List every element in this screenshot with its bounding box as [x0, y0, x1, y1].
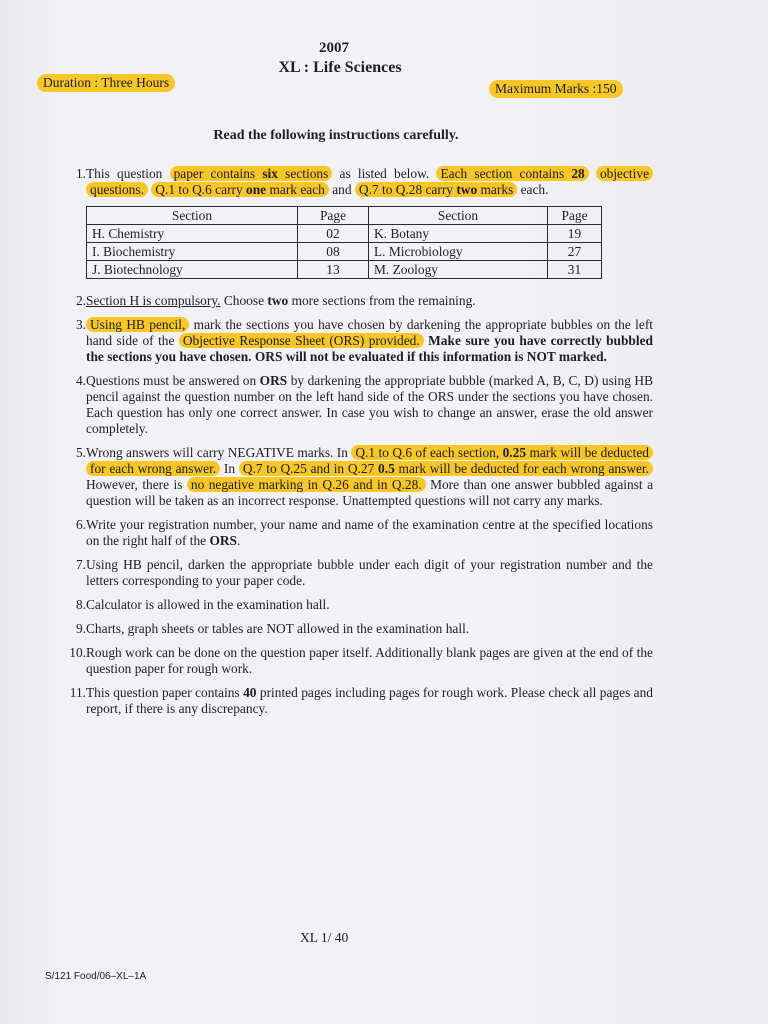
instruction-item-3: 3. Using HB pencil, mark the sections you have chosen by darkening the appropriate bubbles on the left hand side of the Objective Response Sheet (ORS) provided. Make sure you have correctly bubbled the sections you have chosen. ORS will not be evaluated if this information is NOT marked.	[57, 317, 653, 365]
table-cell: 27	[548, 243, 602, 261]
duration-label: Duration : Three Hours	[37, 74, 175, 92]
instruction-number: 8.	[75, 597, 86, 612]
table-cell: I. Biochemistry	[87, 243, 298, 261]
page-number: XL 1/ 40	[300, 930, 349, 945]
paper-title: XL : Life Sciences	[278, 59, 402, 76]
table-cell: 02	[298, 225, 369, 243]
column-header: Page	[548, 207, 602, 225]
instruction-item-11: 11. This question paper contains 40 printed pages including pages for rough work. Please check all pages and report, if there is any discrepancy.	[57, 685, 653, 717]
bold-text: Make sure you have correctly bubbled the sections you have chosen. ORS will not be evaluated if this information is NOT marked.	[86, 333, 653, 364]
table-header-row	[87, 207, 602, 225]
highlighted-text: Q.7 to Q.25 and in Q.27 0.5 mark will be deducted for each wrong answer.	[239, 461, 653, 476]
highlighted-text: no negative marking in Q.26 and in Q.28.	[187, 477, 426, 492]
instruction-number: 9.	[75, 621, 86, 636]
highlighted-text: Q.1 to Q.6 carry one mark each	[151, 182, 329, 197]
instructions-heading: Read the following instructions carefully.	[213, 128, 459, 143]
maximum-marks-label: Maximum Marks :150	[489, 80, 623, 98]
instruction-text: Calculator is allowed in the examination hall.	[86, 597, 330, 612]
instruction-number: 6.	[75, 517, 86, 532]
instruction-item-9	[57, 621, 653, 637]
highlighted-text: Objective Response Sheet (ORS) provided.	[179, 333, 424, 348]
text: This question	[86, 166, 170, 181]
table-row	[87, 261, 602, 279]
table-cell: 19	[548, 225, 602, 243]
column-header: Section	[369, 207, 548, 225]
highlighted-text: objective questions.	[86, 166, 653, 197]
table-cell: 08	[298, 243, 369, 261]
instructions-list	[57, 166, 653, 725]
instruction-number: 3.	[75, 317, 86, 332]
instruction-item-8	[57, 597, 653, 613]
table-cell: K. Botany	[369, 225, 548, 243]
instruction-number: 11.	[69, 685, 86, 700]
table-cell: 13	[298, 261, 369, 279]
highlighted-text: Q.1 to Q.6 of each section, 0.25 mark will be deducted for each wrong answer.	[86, 445, 653, 476]
highlighted-text: Q.7 to Q.28 carry two marks	[355, 182, 517, 197]
instruction-item-6: 6. Write your registration number, your name and name of the examination centre at the specified locations on the right half of the ORS.	[57, 517, 653, 549]
instruction-number: 4.	[75, 373, 86, 388]
instruction-number: 10.	[69, 645, 86, 660]
table-cell: H. Chemistry	[87, 225, 298, 243]
instruction-number: 5.	[75, 445, 86, 460]
instruction-item-5: 5. Wrong answers will carry NEGATIVE marks. In Q.1 to Q.6 of each section, 0.25 mark will be deducted for each wrong answer. In Q.7 to Q.25 and in Q.27 0.5 mark will be deducted for each wrong answer. However, there is no negative marking in Q.26 and in Q.28. More than one answer bubbled against a question will be taken as an incorrect response. Unattempted questions will not carry any marks.	[57, 445, 653, 509]
instruction-item-7	[57, 557, 653, 589]
text: as listed below.	[332, 166, 437, 181]
column-header: Page	[298, 207, 369, 225]
instruction-text: Rough work can be done on the question paper itself. Additionally blank pages are given at the end of the question paper for rough work.	[86, 645, 653, 676]
instruction-item-2: 2. Section H is compulsory. Choose two more sections from the remaining.	[57, 293, 653, 309]
instruction-text: Using HB pencil, darken the appropriate bubble under each digit of your registration number and the letters corresponding to your paper code.	[86, 557, 653, 588]
instruction-text: Charts, graph sheets or tables are NOT allowed in the examination hall.	[86, 621, 470, 636]
instruction-number: 1.	[75, 166, 86, 181]
table-cell: 31	[548, 261, 602, 279]
table-cell: J. Biotechnology	[87, 261, 298, 279]
instruction-item-10	[57, 645, 653, 677]
table-cell: L. Microbiology	[369, 243, 548, 261]
instruction-item-4: 4. Questions must be answered on ORS by darkening the appropriate bubble (marked A, B, C, D) using HB pencil against the question number on the left hand side of the ORS under the sections you have chosen. Each question has only one correct answer. In case you wish to change an answer, erase the old answer completely.	[57, 373, 653, 437]
sections-table	[86, 206, 602, 279]
highlighted-text: Each section contains 28	[436, 166, 588, 181]
column-header: Section	[87, 207, 298, 225]
paper-year: 2007	[319, 40, 349, 56]
table-row	[87, 225, 602, 243]
instruction-item-1: 1. This question paper contains six sections as listed below. Each section contains 28 objective questions. Q.1 to Q.6 carry one mark each and Q.7 to Q.28 carry two marks each.	[57, 166, 653, 198]
instruction-number: 2.	[75, 293, 86, 308]
highlighted-text: paper contains six sections	[170, 166, 333, 181]
underlined-text: Section H is compulsory.	[86, 293, 221, 308]
table-row	[87, 243, 602, 261]
table-cell: M. Zoology	[369, 261, 548, 279]
paper-code: S/121 Food/06–XL–1A	[45, 971, 147, 982]
instruction-number: 7.	[75, 557, 86, 572]
highlighted-text: Using HB pencil,	[86, 317, 189, 332]
